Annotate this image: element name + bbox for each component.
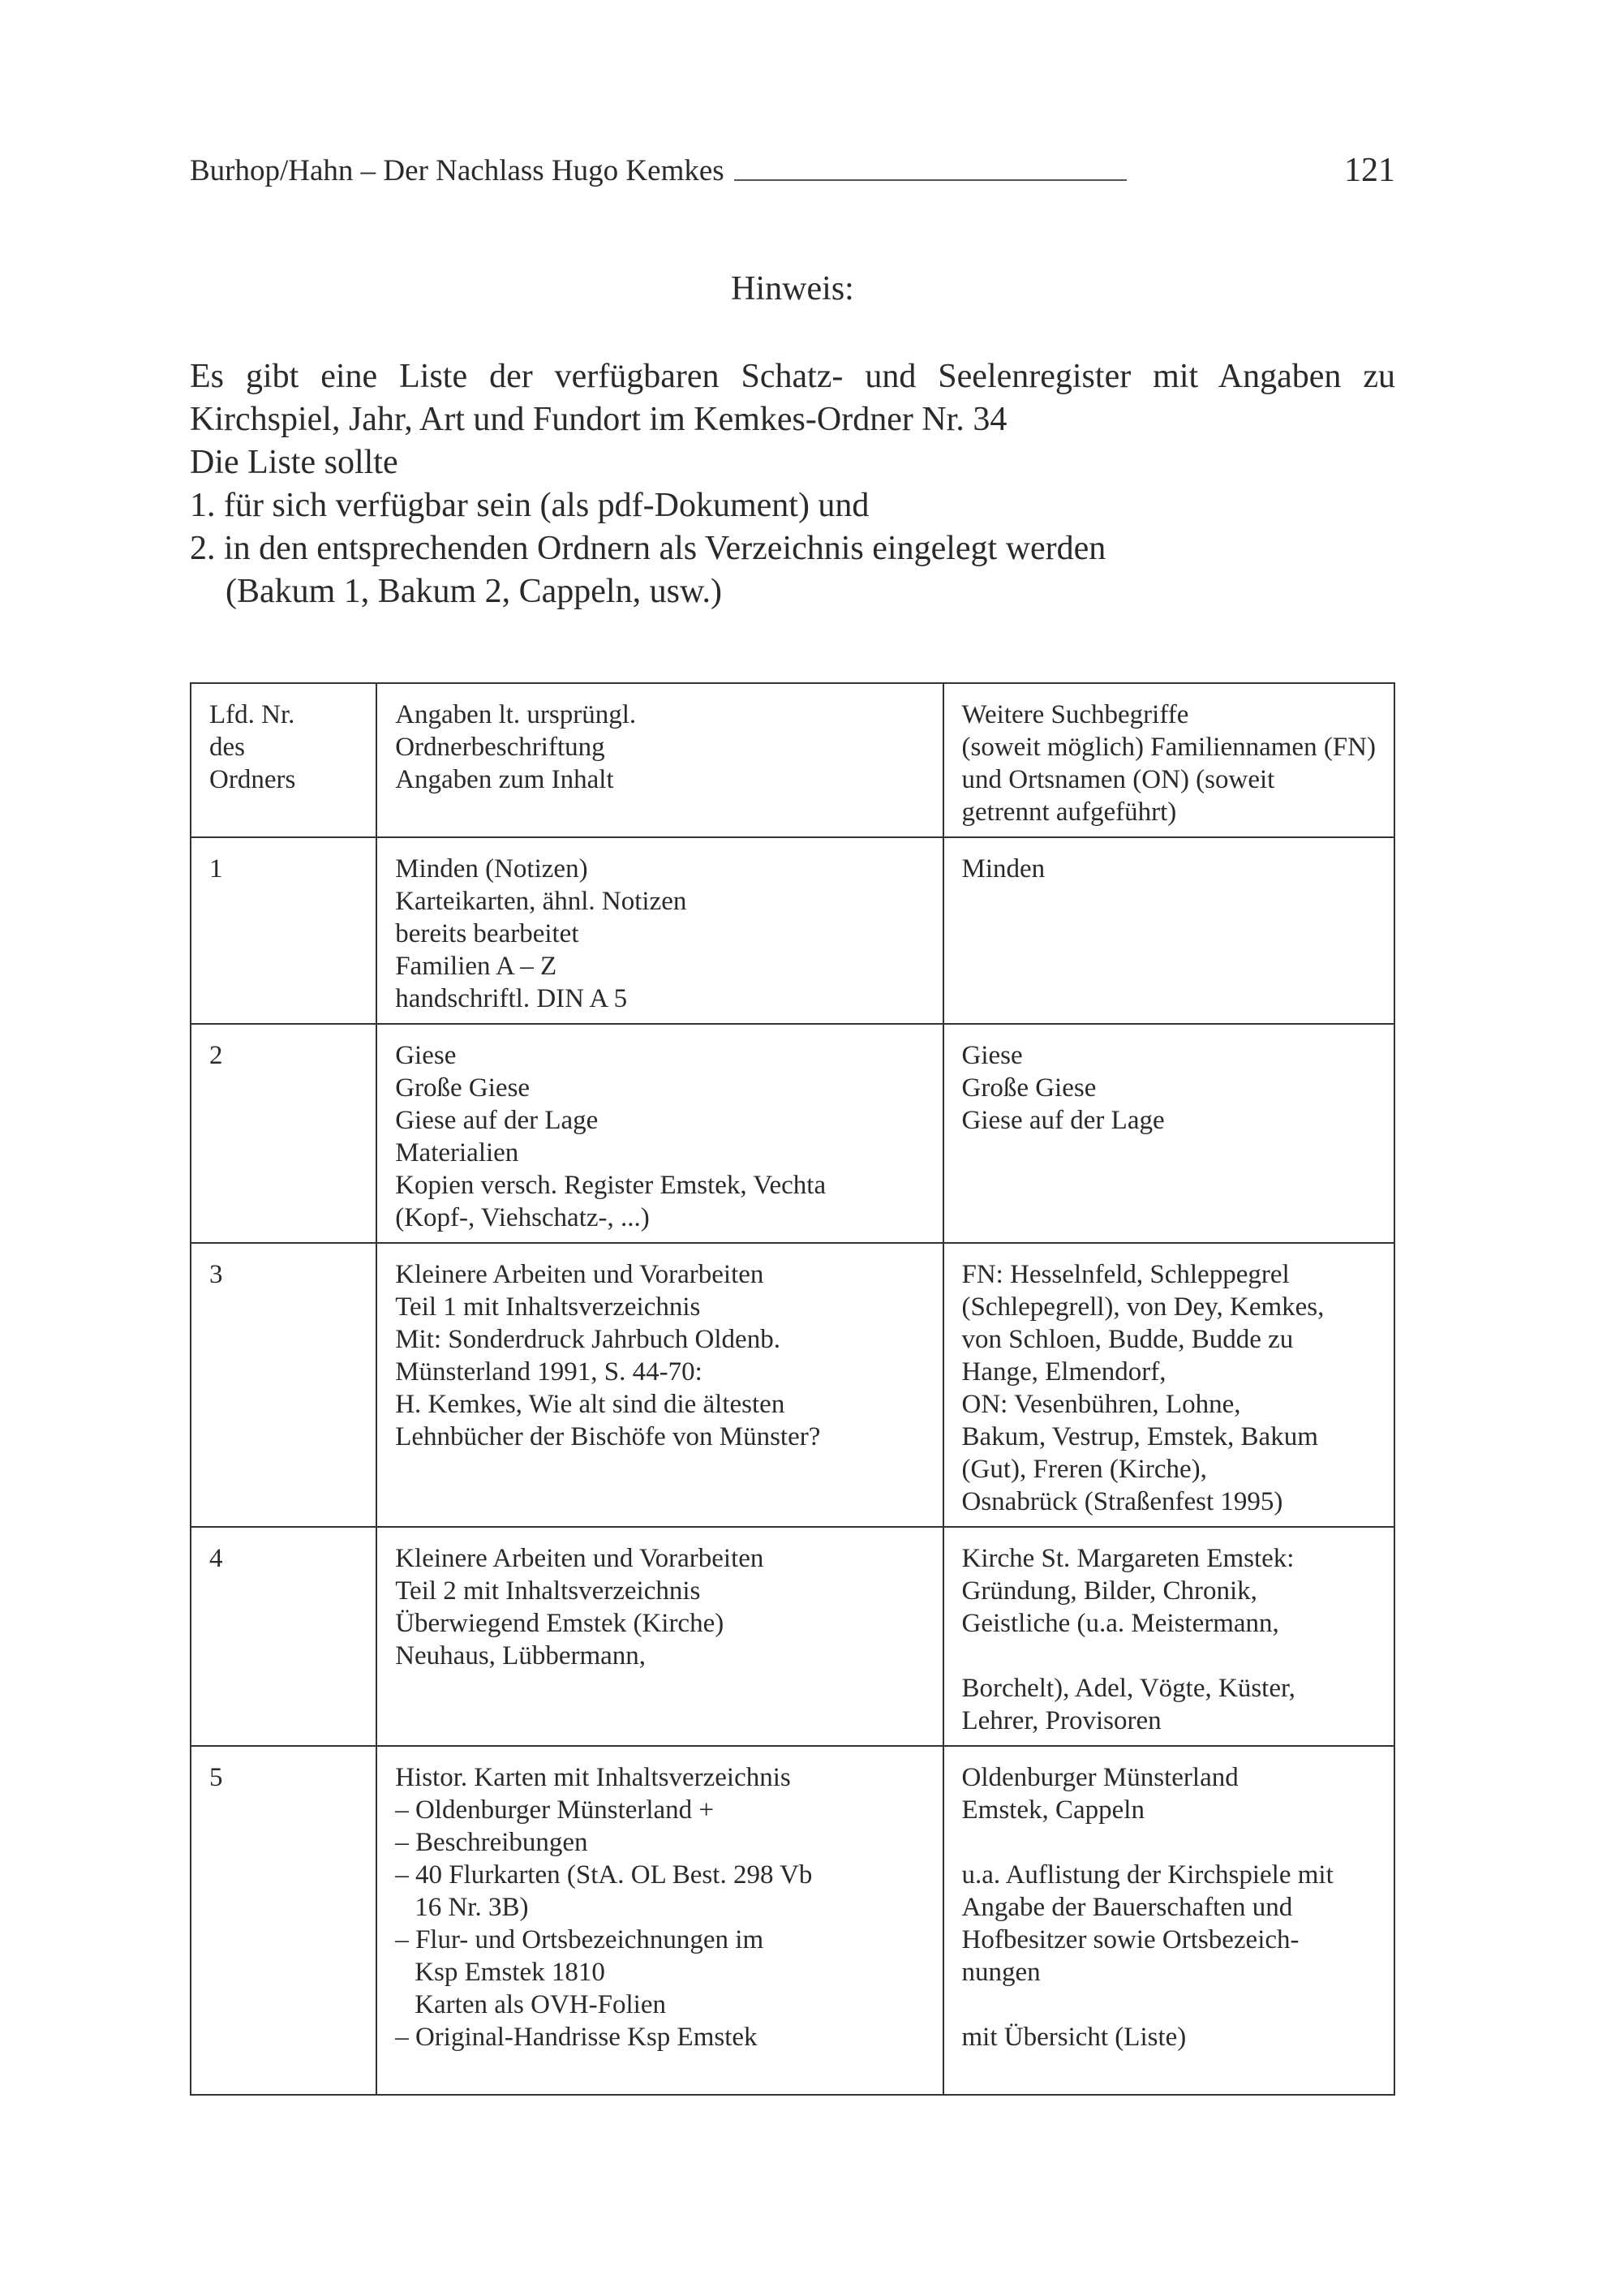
- cell-line: – Beschreibungen: [395, 1828, 588, 1857]
- hint-heading: Hinweis:: [731, 270, 854, 307]
- cell-line: [962, 1826, 1377, 1859]
- cell-line: ON: Vesenbühren, Lohne,: [961, 1390, 1241, 1419]
- cell-line: Emstek, Cappeln: [961, 1795, 1145, 1825]
- cell-line: Angabe der Bauerschaften und: [961, 1893, 1293, 1922]
- cell-line: – Oldenburger Münsterland +: [395, 1795, 715, 1825]
- cell-line: (Gut), Freren (Kirche),: [961, 1455, 1207, 1484]
- cell-line: u.a. Auflistung der Kirchspiele mit: [961, 1860, 1334, 1890]
- cell-number: 1: [191, 837, 376, 1024]
- cell-line: Materialien: [395, 1138, 519, 1167]
- cell-line: Karten als OVH-Folien: [415, 1990, 666, 2019]
- hint-list-item: 2. in den entsprechenden Ordnern als Verzeichnis eingelegt werden: [190, 530, 1106, 567]
- cell-line: Lehrer, Provisoren: [961, 1706, 1162, 1735]
- cell-line: Giese auf der Lage: [961, 1106, 1165, 1135]
- cell-line: von Schloen, Budde, Budde zu: [961, 1325, 1294, 1354]
- cell-line: Angaben zum Inhalt: [395, 765, 614, 794]
- running-title: Burhop/Hahn – Der Nachlass Hugo Kemkes: [190, 153, 724, 187]
- cell-line: (Schlepegrell), von Dey, Kemkes,: [961, 1292, 1325, 1322]
- cell-contents: [376, 1024, 943, 1243]
- cell-line: Oldenburger Münsterland: [961, 1763, 1239, 1792]
- cell-line: Familien A – Z: [395, 952, 557, 981]
- cell-line: Geistliche (u.a. Meistermann,: [961, 1609, 1279, 1638]
- cell-line: getrennt aufgeführt): [961, 798, 1177, 827]
- cell-line: Karteikarten, ähnl. Notizen: [395, 887, 687, 916]
- header-cell-number: [191, 683, 376, 837]
- cell-line: und Ortsnamen (ON) (soweit: [961, 765, 1275, 794]
- cell-line: Mit: Sonderdruck Jahrbuch Oldenb.: [395, 1325, 780, 1354]
- table-header-row: [191, 683, 1394, 837]
- cell-line: Weitere Suchbegriffe: [961, 700, 1189, 729]
- cell-search-terms: [943, 1024, 1395, 1243]
- cell-search-terms: [943, 1243, 1395, 1527]
- table-row: [191, 1024, 1394, 1243]
- cell-line: Osnabrück (Straßenfest 1995): [961, 1487, 1283, 1516]
- cell-line: Teil 2 mit Inhaltsverzeichnis: [395, 1576, 701, 1606]
- cell-contents: [376, 1243, 943, 1527]
- cell-line: Giese auf der Lage: [395, 1106, 599, 1135]
- cell-number: 2: [191, 1024, 376, 1243]
- cell-line: 16 Nr. 3B): [415, 1893, 529, 1922]
- cell-line: handschriftl. DIN A 5: [395, 984, 628, 1013]
- cell-line: Minden: [961, 854, 1046, 884]
- cell-line: FN: Hesselnfeld, Schleppegrel: [961, 1260, 1290, 1289]
- cell-line: Große Giese: [961, 1073, 1097, 1103]
- cell-line: Borchelt), Adel, Vögte, Küster,: [961, 1674, 1295, 1703]
- cell-line: Kirche St. Margareten Emstek:: [961, 1544, 1295, 1573]
- table-row: [191, 1746, 1394, 2095]
- cell-line: Neuhaus, Lübbermann,: [395, 1641, 647, 1670]
- hint-line: Die Liste sollte: [190, 444, 398, 481]
- cell-line: H. Kemkes, Wie alt sind die ältesten: [395, 1390, 785, 1419]
- cell-line: Lfd. Nr.: [209, 700, 295, 729]
- cell-line: Teil 1 mit Inhaltsverzeichnis: [395, 1292, 701, 1322]
- hint-paragraph: [190, 355, 1395, 613]
- running-head: [190, 151, 1395, 190]
- cell-line: – 40 Flurkarten (StA. OL Best. 298 Vb: [395, 1860, 813, 1890]
- cell-line: Hange, Elmendorf,: [961, 1357, 1166, 1387]
- table-row: [191, 837, 1394, 1024]
- header-cell-contents: [376, 683, 943, 837]
- cell-line: Histor. Karten mit Inhaltsverzeichnis: [395, 1763, 791, 1792]
- cell-line: [395, 2053, 924, 2086]
- cell-number: 3: [191, 1243, 376, 1527]
- cell-number: 5: [191, 1746, 376, 2095]
- cell-line: des: [209, 733, 245, 762]
- cell-line: (soweit möglich) Familiennamen (FN): [961, 733, 1376, 762]
- header-rule: [734, 179, 1127, 181]
- hint-line: Es gibt eine Liste der verfügbaren Schatz- und Seelenregister mit Angaben zu: [190, 358, 1395, 395]
- cell-line: Gründung, Bilder, Chronik,: [961, 1576, 1257, 1606]
- header-cell-search-terms: [943, 683, 1395, 837]
- hint-list-item-continuation: (Bakum 1, Bakum 2, Cappeln, usw.): [226, 573, 723, 610]
- cell-contents: [376, 1527, 943, 1746]
- cell-line: Ordners: [209, 765, 296, 794]
- cell-search-terms: [943, 837, 1395, 1024]
- cell-line: Münsterland 1991, S. 44-70:: [395, 1357, 702, 1387]
- cell-line: Ksp Emstek 1810: [415, 1958, 605, 1987]
- cell-search-terms: [943, 1527, 1395, 1746]
- cell-line: Kopien versch. Register Emstek, Vechta: [395, 1171, 827, 1200]
- cell-line: Minden (Notizen): [395, 854, 588, 884]
- hint-list-item: 1. für sich verfügbar sein (als pdf-Dokument) und: [190, 487, 870, 524]
- cell-line: Große Giese: [395, 1073, 531, 1103]
- page-number: 121: [1344, 152, 1395, 189]
- cell-line: – Flur- und Ortsbezeichnungen im: [395, 1925, 764, 1954]
- cell-number: 4: [191, 1527, 376, 1746]
- cell-line: Kleinere Arbeiten und Vorarbeiten: [395, 1544, 764, 1573]
- cell-line: Bakum, Vestrup, Emstek, Bakum: [961, 1422, 1318, 1451]
- cell-line: Überwiegend Emstek (Kirche): [395, 1609, 724, 1638]
- cell-contents: [376, 837, 943, 1024]
- cell-line: Ordnerbeschriftung: [395, 733, 605, 762]
- cell-line: Hofbesitzer sowie Ortsbezeich-: [961, 1925, 1300, 1954]
- cell-line: [962, 1989, 1377, 2021]
- folder-inventory-table: [190, 682, 1395, 2096]
- cell-line: (Kopf-, Viehschatz-, ...): [395, 1203, 650, 1232]
- cell-line: Giese: [961, 1041, 1023, 1070]
- cell-line: bereits bearbeitet: [395, 919, 579, 948]
- cell-line: Angaben lt. ursprüngl.: [395, 700, 637, 729]
- cell-line: [962, 1640, 1377, 1672]
- table-row: [191, 1243, 1394, 1527]
- cell-line: mit Übersicht (Liste): [961, 2023, 1187, 2052]
- cell-line: Lehnbücher der Bischöfe von Münster?: [395, 1422, 821, 1451]
- cell-contents: [376, 1746, 943, 2095]
- cell-line: – Original-Handrisse Ksp Emstek: [395, 2023, 758, 2052]
- hint-line: Kirchspiel, Jahr, Art und Fundort im Kemkes-Ordner Nr. 34: [190, 401, 1007, 438]
- table-row: [191, 1527, 1394, 1746]
- cell-line: Kleinere Arbeiten und Vorarbeiten: [395, 1260, 764, 1289]
- cell-line: Giese: [395, 1041, 457, 1070]
- cell-search-terms: [943, 1746, 1395, 2095]
- cell-line: nungen: [961, 1958, 1041, 1987]
